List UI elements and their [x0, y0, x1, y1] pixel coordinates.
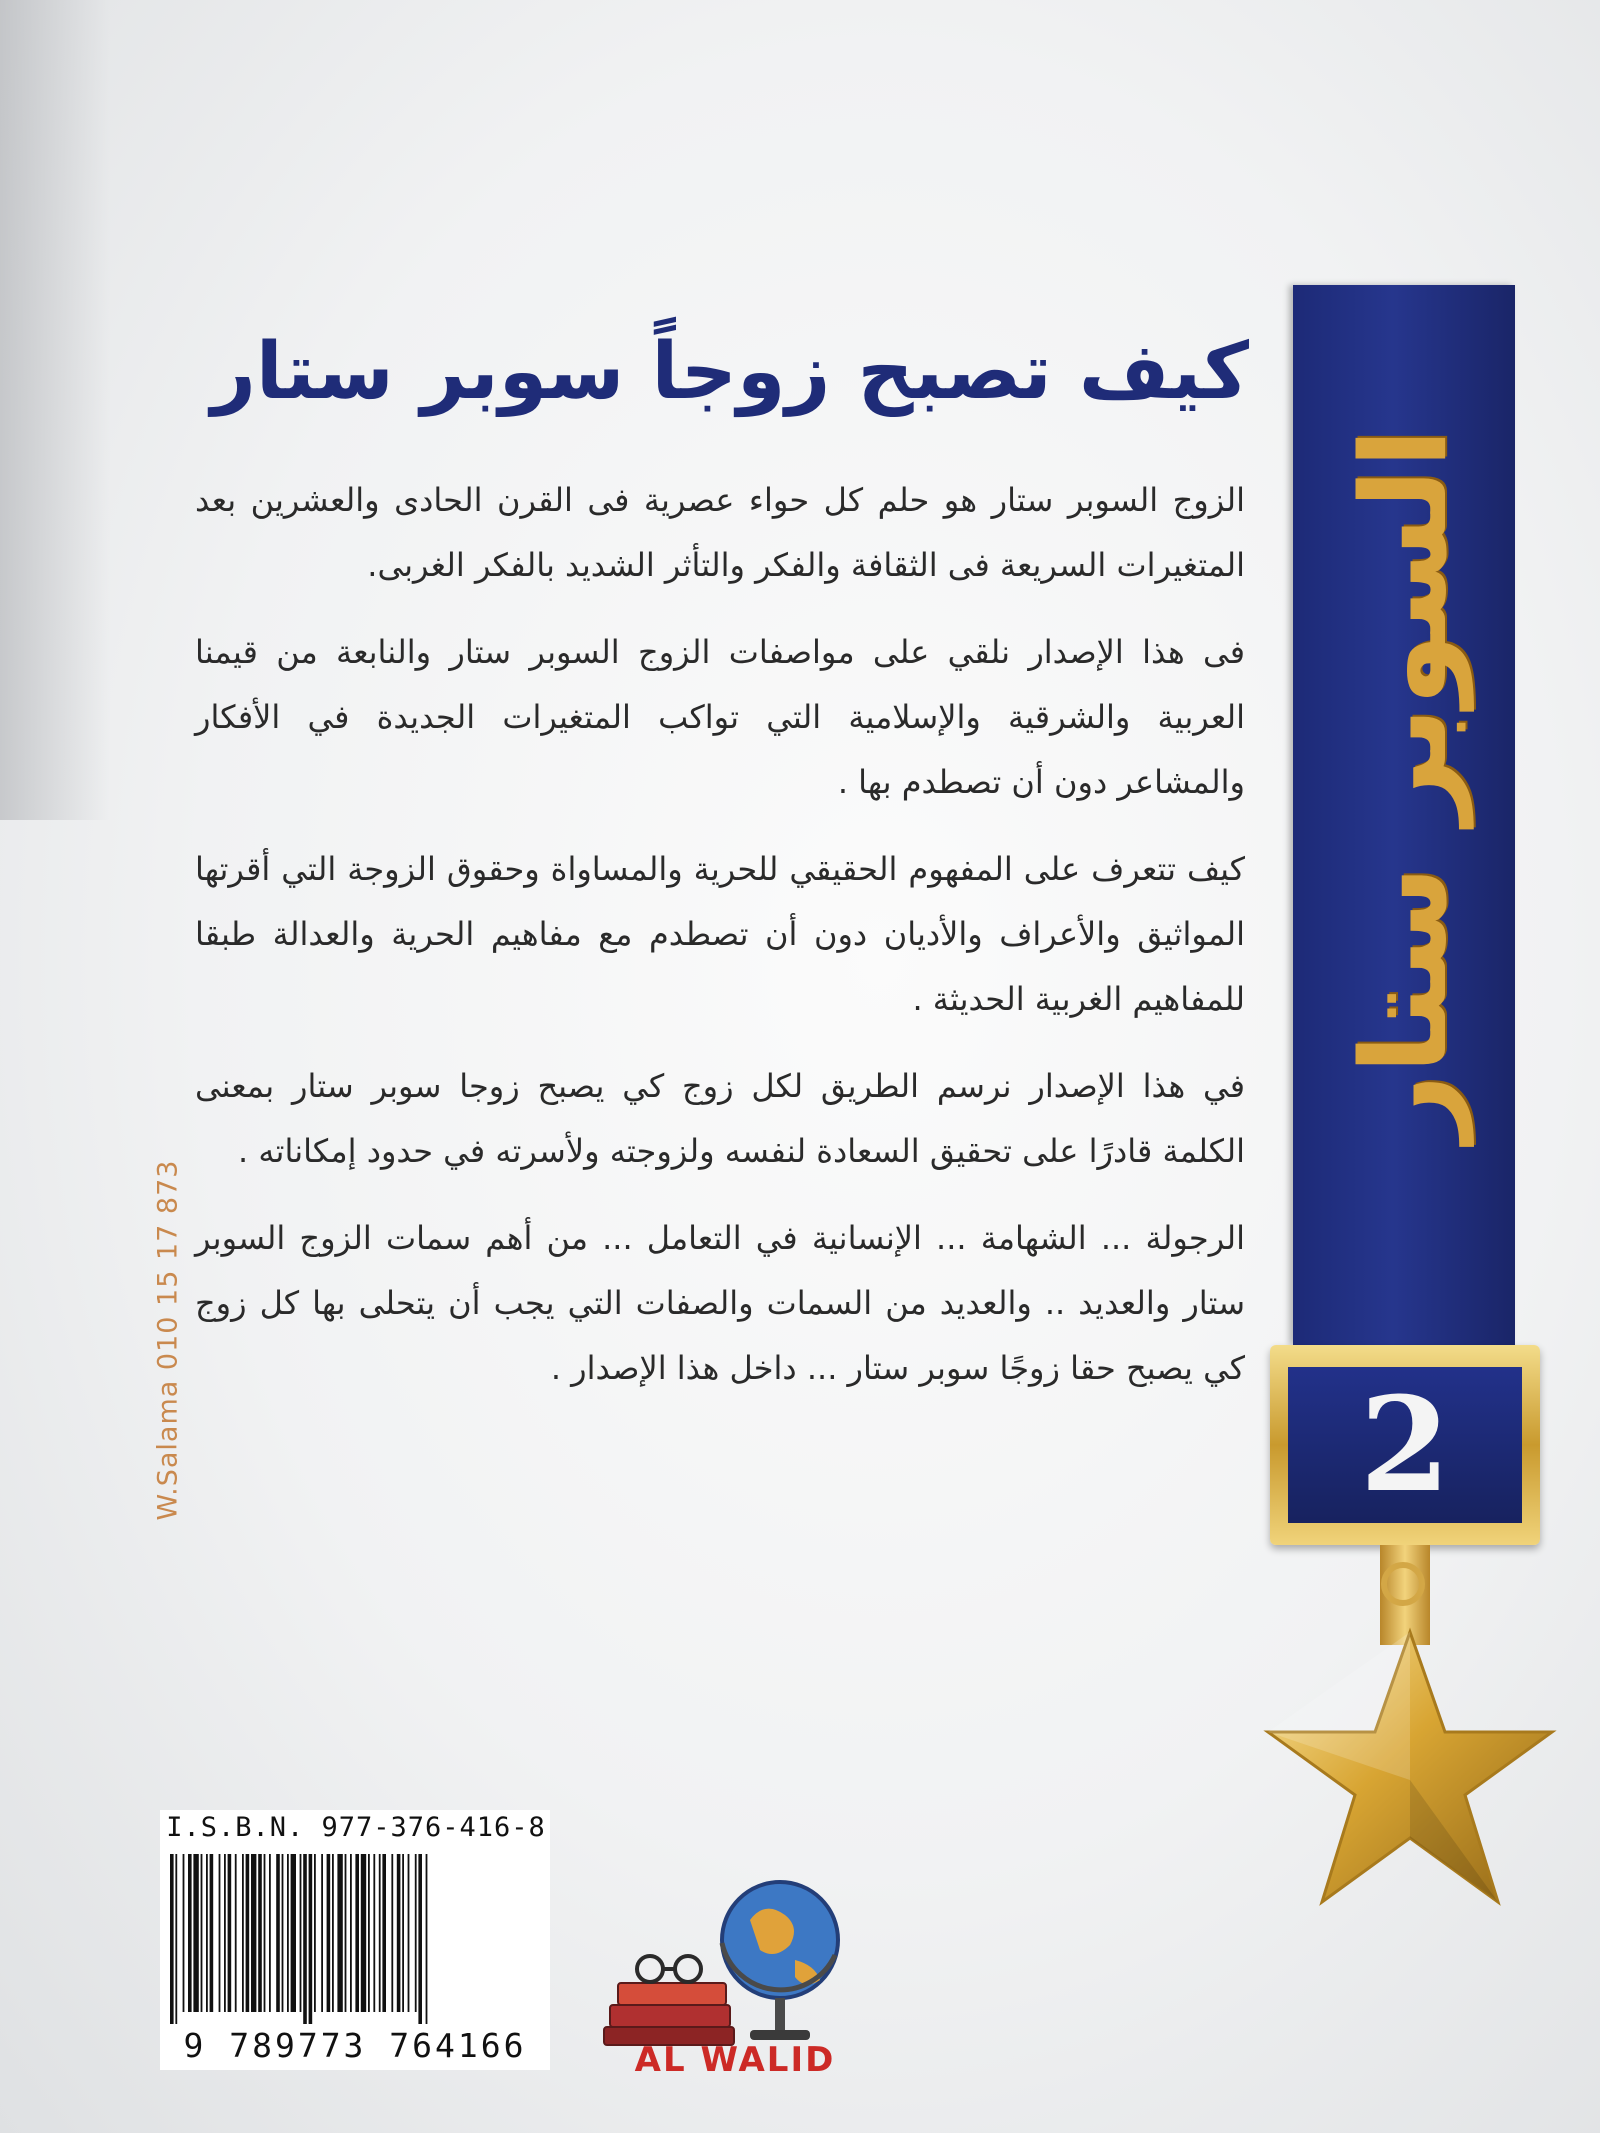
- barcode-bar: [193, 1854, 198, 2012]
- barcode-bar: [345, 1854, 347, 2012]
- barcode-bar: [368, 1854, 370, 2012]
- barcode-bar: [246, 1854, 250, 2012]
- barcode-bar: [235, 1854, 237, 2012]
- barcode-bar: [321, 1854, 323, 2012]
- barcode-bar: [300, 1854, 302, 2012]
- barcode-bar: [402, 1854, 404, 2012]
- barcode-bar: [415, 1854, 417, 2012]
- barcode-bar: [269, 1854, 271, 2012]
- barcode-bar: [309, 1854, 313, 2024]
- barcode-bar: [276, 1854, 280, 2012]
- barcode-bar: [219, 1854, 221, 2012]
- barcode-bar: [210, 1854, 214, 2012]
- series-title: السوبر ستار: [1335, 427, 1473, 1143]
- blurb-paragraph-4: في هذا الإصدار نرسم الطريق لكل زوج كي يصبح زوجا سوبر ستار بمعنى الكلمة قادرًا على تحقيق السعادة لنفسه ولزوجته ولأسرته في حدود إمكاناته .: [195, 1067, 1245, 1170]
- barcode-bar: [355, 1854, 359, 2012]
- barcode-bar: [242, 1854, 244, 2012]
- barcode-bar: [201, 1854, 203, 2012]
- barcode-bar: [337, 1854, 342, 2012]
- barcode-bar: [188, 1854, 192, 2012]
- blurb-text: [195, 468, 1245, 1423]
- blurb-paragraph-5: الرجولة ... الشهامة ... الإنسانية في التعامل ... من أهم سمات الزوج السوبر ستار والعديد .. والعديد من السمات والصفات التي يجب أن يتحلى بها كل زوج كي يصبح حقا زوجًا سوبر ستار ... داخل هذا الإصدار .: [195, 1219, 1245, 1387]
- blurb-paragraph-1: الزوج السوبر ستار هو حلم كل حواء عصرية فى القرن الحادى والعشرين بعد المتغيرات السريعة فى الثقافة والفكر والتأثر الشديد بالفكر الغربى.: [195, 481, 1245, 584]
- series-number: 2: [1288, 1367, 1522, 1523]
- barcode-bar: [408, 1854, 410, 2012]
- barcode-bar: [382, 1854, 386, 2012]
- barcode-bar: [170, 1854, 174, 2024]
- star-medal-icon: [1260, 1620, 1560, 1920]
- barcode-bar: [426, 1854, 428, 2024]
- series-band: [1293, 285, 1515, 1345]
- barcode-bar: [206, 1854, 208, 2012]
- blurb-paragraph-2: فى هذا الإصدار نلقي على مواصفات الزوج السوبر ستار والنابعة من قيمنا العربية والشرقية والإسلامية التي تواكب المتغيرات الجديدة في الأفكار والمشاعر دون أن تصطدم بها .: [195, 633, 1245, 801]
- medal-ring: [1381, 1562, 1425, 1606]
- blurb-paragraph-3: كيف تتعرف على المفهوم الحقيقي للحرية والمساواة وحقوق الزوجة التي أقرتها المواثيق والأعراف والأديان دون أن تصطدم مع مفاهيم الحرية والعدالة طبقا للمفاهيم الغربية الحديثة .: [195, 850, 1245, 1018]
- left-edge-shadow: [0, 0, 110, 820]
- publisher-logo-icon: [590, 1865, 880, 2065]
- barcode-bar: [183, 1854, 185, 2012]
- barcode-bar: [391, 1854, 393, 2012]
- series-number-badge: [1270, 1345, 1540, 1545]
- barcode-bar: [379, 1854, 381, 2012]
- side-code-text: W.Salama 010 15 17 873: [152, 1159, 184, 1521]
- barcode-bar: [175, 1854, 177, 2024]
- barcode-bar: [373, 1854, 375, 2012]
- barcode-icon: [166, 1854, 544, 2024]
- barcode-bar: [397, 1854, 401, 2012]
- barcode-bar: [303, 1854, 307, 2024]
- barcode-bar: [224, 1854, 226, 2012]
- barcode-bar: [258, 1854, 262, 2012]
- barcode-bar: [264, 1854, 266, 2012]
- barcode-bar: [291, 1854, 296, 2012]
- barcode-bar: [350, 1854, 352, 2012]
- barcode-bar: [228, 1854, 232, 2012]
- barcode-bar: [332, 1854, 334, 2012]
- barcode-bar: [282, 1854, 284, 2012]
- barcode-bar: [418, 1854, 422, 2024]
- barcode-bar: [327, 1854, 331, 2012]
- barcode-bar: [287, 1854, 289, 2012]
- publisher-name: AL WALID: [634, 2040, 836, 2080]
- isbn-label: I.S.B.N. 977-376-416-8: [166, 1812, 546, 1843]
- book-title: كيف تصبح زوجاً سوبر ستار: [211, 327, 1249, 418]
- barcode-box: [160, 1810, 550, 2070]
- barcode-bar: [314, 1854, 316, 2012]
- barcode-bar: [251, 1854, 256, 2012]
- barcode-bar: [361, 1854, 366, 2012]
- barcode-digits: 9 789773 764166: [183, 2026, 527, 2065]
